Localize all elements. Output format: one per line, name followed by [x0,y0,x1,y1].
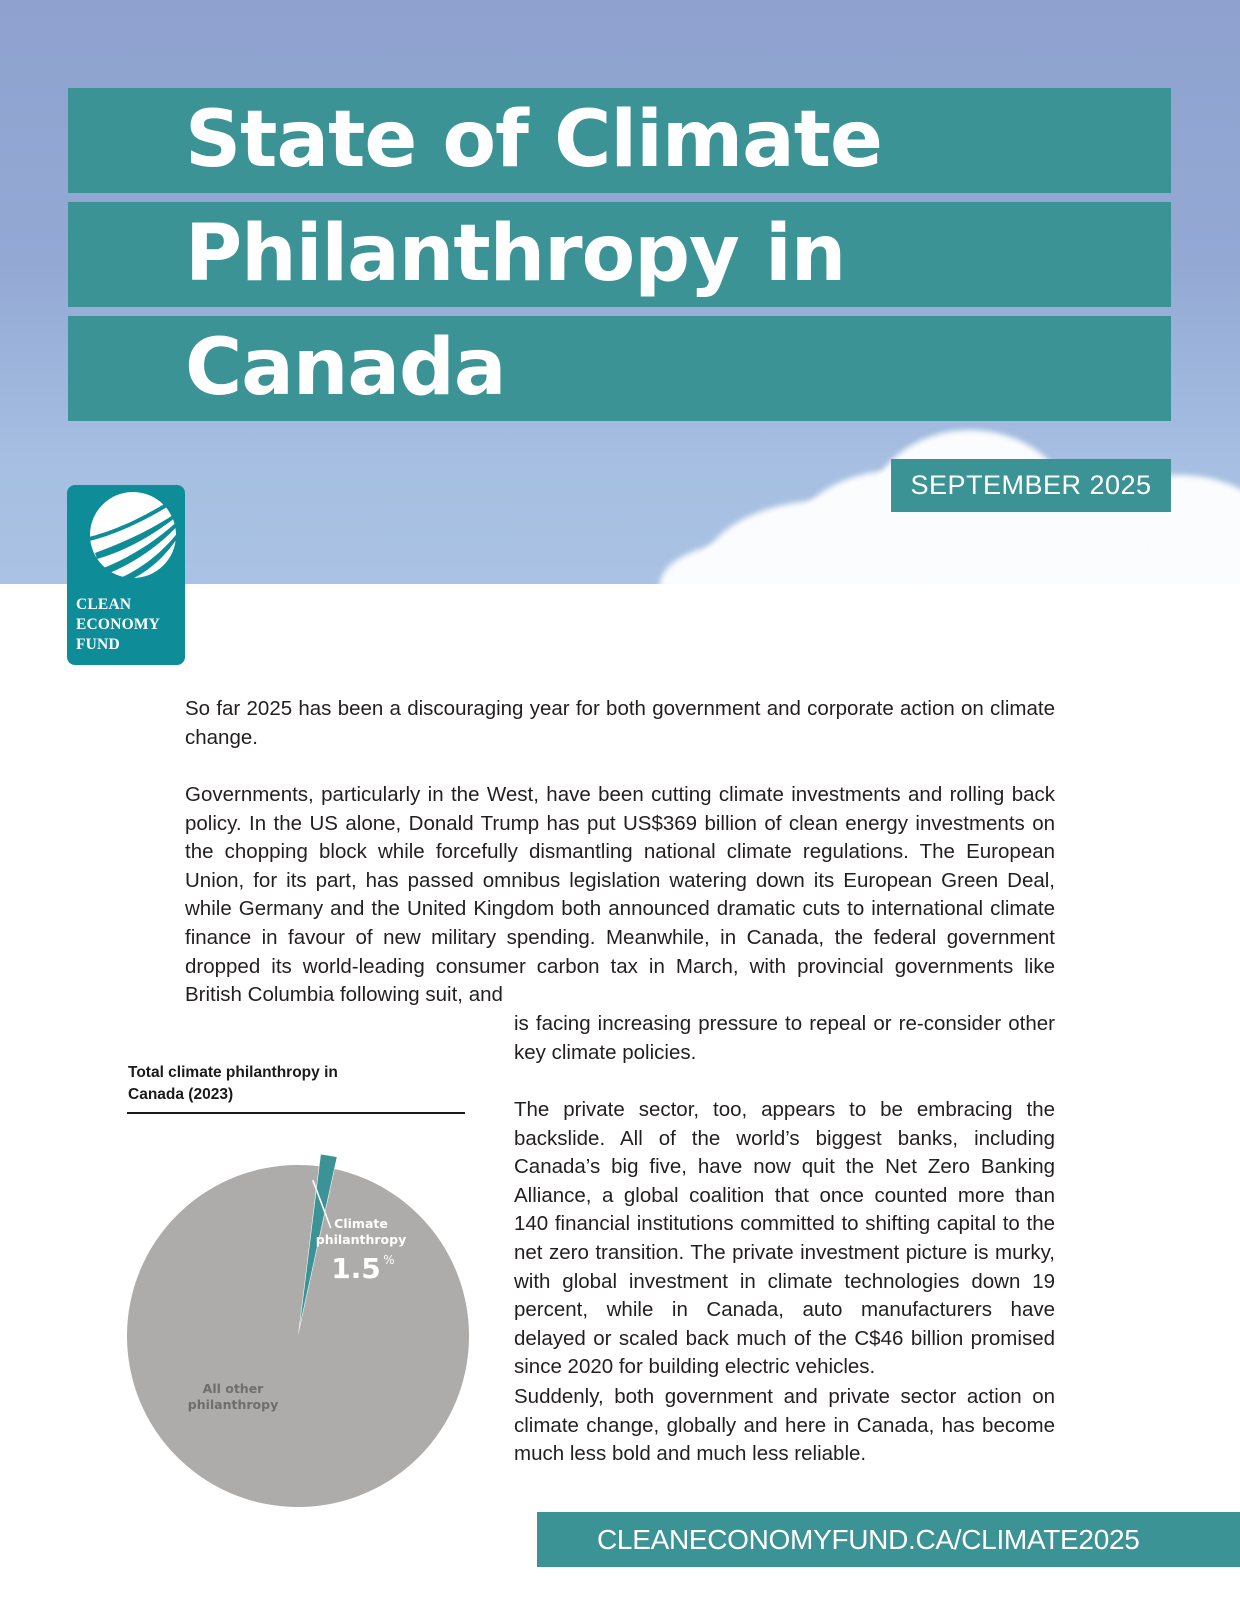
date-badge: SEPTEMBER 2025 [891,459,1171,512]
climate-unit: % [383,1253,395,1267]
pie-chart [120,1150,480,1520]
other-label-line2: philanthropy [187,1397,279,1412]
other-label-line1: All other [202,1381,264,1396]
logo-wordmark [76,595,186,655]
clean-economy-fund-logo[interactable] [67,485,185,665]
climate-label-line1: Climate [334,1216,388,1231]
paragraph-private-sector: The private sector, too, appears to be embracing the backslide. All of the world’s biggest banks, including Canada’s big five, have now quit the Net Zero Banking Alliance, a global coalition that once counted more than 140 financial institutions committed to shifting capital to the net zero transition. The private investment picture is murky, with global investment in climate technologies down 19 percent, while in Canada, auto manufacturers have delayed or scaled back much of the C$46 billion promised since 2020 for building electric vehicles. [514,1098,1055,1379]
chart-title-line: Canada (2023) [128,1086,234,1103]
chart-title-line: Total climate philanthropy in [128,1064,338,1081]
globe-swoosh-icon [67,485,185,595]
paragraph-governments: Governments, particularly in the West, have been cutting climate investments and rolling back policy. In the US alone, Donald Trump has put US$369 billion of clean energy investments on the chopping block while forcefully dismantling national climate regulations. The European Union, for its part, has passed omnibus legislation watering down its European Green Deal, while Germany and the United Kingdom both announced dramatic cuts to international climate finance in favour of new military spending. Meanwhile, in Canada, the federal government dropped its world-leading consumer carbon tax in March, with provincial governments like British Columbia following suit, and [185,783,1055,1007]
pie-slice-other [127,1165,469,1507]
climate-value: 1.5 [331,1252,381,1285]
title-line-1: State of Climate [68,88,1171,193]
paragraph-governments-continued: is facing increasing pressure to repeal or re-consider other key climate policies. [514,1012,1055,1064]
title-line-3: Canada [68,316,1171,421]
paragraph-intro: So far 2025 has been a discouraging year for both government and corporate action on climate change. [185,697,1055,749]
logo-line: FUND [76,636,120,653]
logo-line: CLEAN [76,596,132,613]
chart-title [128,1062,458,1106]
paragraph-conclusion: Suddenly, both government and private sector action on climate change, globally and here in Canada, has become much less bold and much less reliable. [514,1385,1055,1466]
chart-title-divider [127,1112,465,1114]
footer-url-link[interactable]: CLEANECONOMYFUND.CA/CLIMATE2025 [537,1512,1240,1567]
title-line-2: Philanthropy in [68,202,1171,307]
climate-label-line2: philanthropy [315,1232,407,1247]
logo-line: ECONOMY [76,616,161,633]
